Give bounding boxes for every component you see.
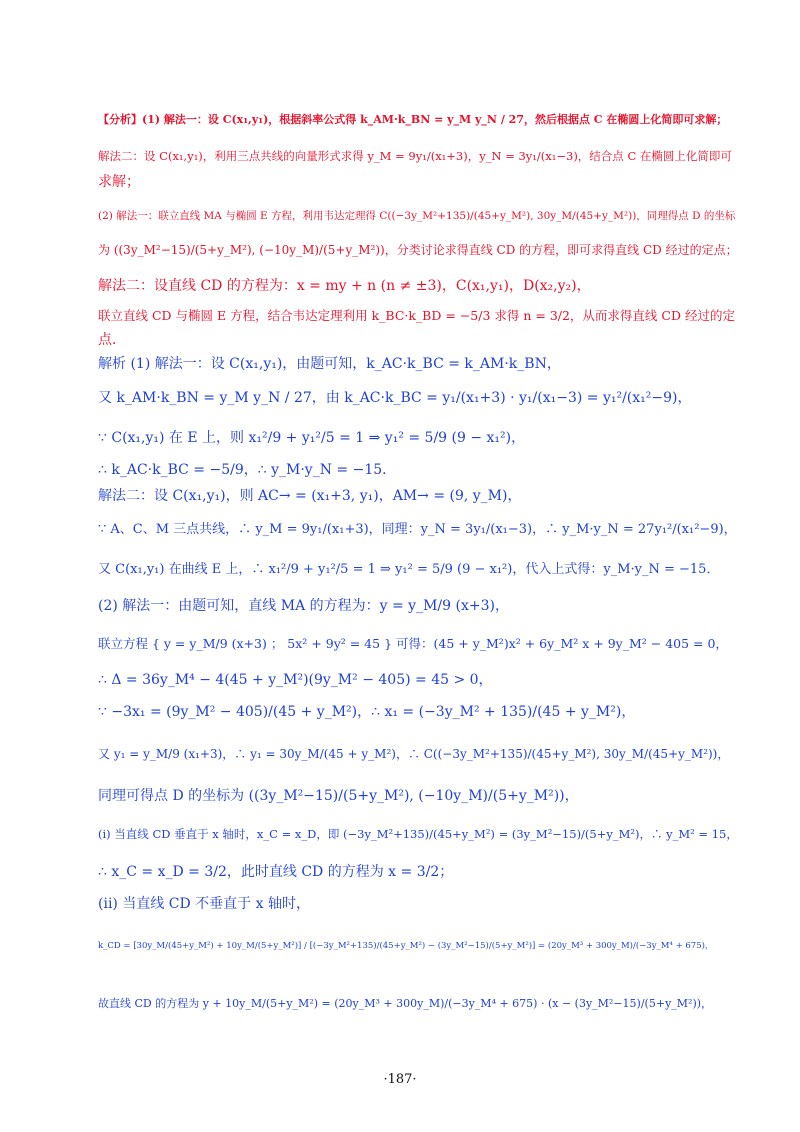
solution-line-11: ∵ −3x₁ = (9y_M² − 405)/(45 + y_M²)，∴ x₁ = (−3y_M² + 135)/(45 + y_M²)， <box>98 704 636 720</box>
solution-line-16: (ii) 当直线 CD 不垂直于 x 轴时， <box>98 896 310 912</box>
solution-line-12: 又 y₁ = y_M/9 (x₁+3)，∴ y₁ = 30y_M/(45 + y_M²)，∴ C((−3y_M²+135)/(45+y_M²), 30y_M/(45+y_M²))， <box>98 747 730 761</box>
solution-line-2: 又 k_AM·k_BN = y_M y_N / 27，由 k_AC·k_BC = y₁/(x₁+3) · y₁/(x₁−3) = y₁²/(x₁²−9)， <box>98 390 692 406</box>
solution-line-7: 又 C(x₁,y₁) 在曲线 E 上，∴ x₁²/9 + y₁²/5 = 1 ⇒ y₁² = 5/9 (9 − x₁²)，代入上式得：y_M·y_N = −15． <box>98 562 720 577</box>
solution-line-13: 同理可得点 D 的坐标为 ((3y_M²−15)/(5+y_M²), (−10y_M)/(5+y_M²))， <box>98 788 579 804</box>
analysis-line-3: 求解； <box>98 174 140 190</box>
analysis-line-7: 联立直线 CD 与椭圆 E 方程，结合韦达定理利用 k_BC·k_BD = −5/3 求得 n = 3/2，从而求得直线 CD 经过的定 <box>98 308 735 323</box>
solution-line-18: 故直线 CD 的方程为 y + 10y_M/(5+y_M²) = (20y_M³ + 300y_M)/(−3y_M⁴ + 675) · (x − (3y_M²−15)/(5+y_M²))， <box>98 997 713 1010</box>
solution-line-9: 联立方程 { y = y_M/9 (x+3) ； 5x² + 9y² = 45 } 可得：(45 + y_M²)x² + 6y_M² x + 9y_M² − 405 = 0， <box>98 636 728 651</box>
solution-line-4: ∴ k_AC·k_BC = −5/9，∴ y_M·y_N = −15． <box>98 462 397 478</box>
analysis-line-1: 【分析】(1) 解法一：设 C(x₁,y₁)，根据斜率公式得 k_AM·k_BN = y_M y_N / 27，然后根据点 C 在椭圆上化简即可求解； <box>98 113 728 126</box>
page-number: ·187· <box>383 1072 417 1087</box>
analysis-line-4: (2) 解法一：联立直线 MA 与椭圆 E 方程，利用韦达定理得 C((−3y_M²+135)/(45+y_M²), 30y_M/(45+y_M²))，同理得点 D 的坐标 <box>98 210 736 222</box>
solution-line-5: 解法二：设 C(x₁,y₁)，则 AC→ = (x₁+3, y₁)，AM→ = (9, y_M)， <box>98 488 522 504</box>
solution-line-8: (2) 解法一：由题可知，直线 MA 的方程为：y = y_M/9 (x+3)， <box>98 598 509 614</box>
analysis-line-6: 解法二：设直线 CD 的方程为：x = my + n (n ≠ ±3)，C(x₁,y₁)，D(x₂,y₂)， <box>98 278 591 294</box>
solution-line-17: k_CD = [30y_M/(45+y_M²) + 10y_M/(5+y_M²)] / [(−3y_M²+135)/(45+y_M²) − (3y_M²−15)/(5+y_M²)] = (20y_M³ + 300y_M)/(−3y_M⁴ + 675)， <box>98 941 714 951</box>
analysis-line-5: 为 ((3y_M²−15)/(5+y_M²), (−10y_M)/(5+y_M²))，分类讨论求得直线 CD 的方程，即可求得直线 CD 经过的定点； <box>98 243 738 257</box>
analysis-line-8: 点． <box>98 332 126 348</box>
solution-line-6: ∵ A、C、M 三点共线，∴ y_M = 9y₁/(x₁+3)，同理：y_N = 3y₁/(x₁−3)，∴ y_M·y_N = 27y₁²/(x₁²−9)， <box>98 522 737 537</box>
analysis-line-2: 解法二：设 C(x₁,y₁)，利用三点共线的向量形式求得 y_M = 9y₁/(x₁+3)，y_N = 3y₁/(x₁−3)，结合点 C 在椭圆上化简即可 <box>98 149 732 163</box>
solution-line-15: ∴ x_C = x_D = 3/2，此时直线 CD 的方程为 x = 3/2； <box>98 864 454 880</box>
solution-line-10: ∴ Δ = 36y_M⁴ − 4(45 + y_M²)(9y_M² − 405) = 45 > 0， <box>98 672 493 688</box>
solution-line-14: (i) 当直线 CD 垂直于 x 轴时，x_C = x_D，即 (−3y_M²+135)/(45+y_M²) = (3y_M²−15)/(5+y_M²)，∴ y_M² = 15， <box>98 827 738 841</box>
solution-line-1: 解析 (1) 解法一：设 C(x₁,y₁)，由题可知，k_AC·k_BC = k_AM·k_BN， <box>98 356 561 372</box>
solution-line-3: ∵ C(x₁,y₁) 在 E 上，则 x₁²/9 + y₁²/5 = 1 ⇒ y₁² = 5/9 (9 − x₁²)， <box>98 430 526 446</box>
